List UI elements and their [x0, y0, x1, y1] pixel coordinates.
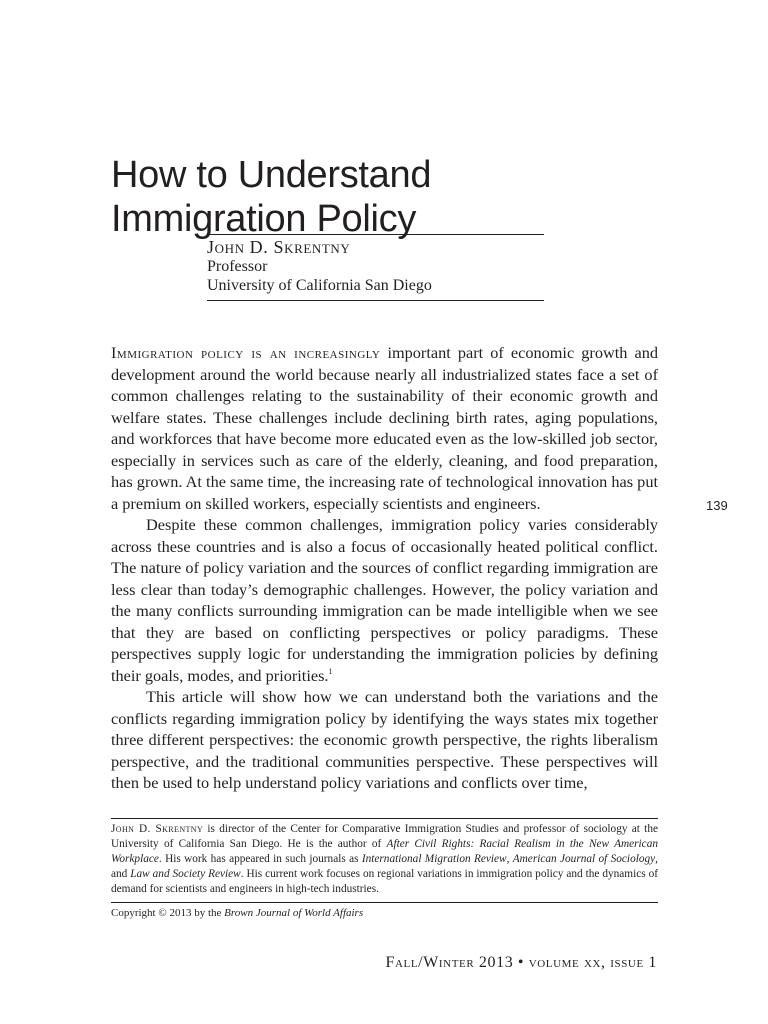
footnote-text: is director of the Center for Comparative Immigration Studies and professor of sociology at the University of California San Diego. He is the author of [111, 823, 658, 850]
book-title: After Civil Rights: Racial Realism in the New American Workplace [111, 838, 658, 865]
author-role: Professor [207, 258, 268, 275]
paragraph-1-text: important part of economic growth and development around the world because nearly all industrialized states face a set of common challenges relating to the sustainability of their economic growth and welfare states. These challenges include declining birth rates, aging populations, and workforces that have become more educated even as the low-skilled job sector, especially in services such as care of the elderly, cleaning, and food preparation, has grown. At the same time, the increasing rate of technological innovation has put a premium on skilled workers, especially scientists and engineers. [111, 343, 658, 513]
author-name: John D. Skrentny [207, 237, 351, 257]
article-title [111, 153, 671, 241]
title-line-1: How to Understand [111, 154, 432, 197]
journal-title: American Journal of Sociology [512, 853, 656, 865]
journal-title: International Migration Review [361, 853, 507, 865]
author-footnote [111, 822, 658, 897]
running-footer: Fall/Winter 2013 • volume xx, issue 1 [385, 954, 657, 971]
paragraph-3 [111, 686, 658, 794]
lead-in-small-caps: Immigration policy is an increasingly [111, 343, 381, 362]
footnote-text: , [506, 853, 513, 865]
copyright-notice [111, 906, 363, 920]
byline-bottom-rule [207, 300, 544, 301]
page-number: 139 [706, 498, 728, 513]
author-byline [207, 238, 547, 295]
paragraph-2 [111, 514, 658, 686]
footnote-author-name: John D. Skrentny [111, 823, 204, 835]
author-affiliation: University of California San Diego [207, 277, 432, 294]
journal-name: Brown Journal of World Affairs [224, 907, 364, 919]
article-body [111, 342, 658, 794]
paragraph-3-text: This article will show how we can understand both the variations and the conflicts regarding immigration policy by identifying the ways states mix together three different perspectives: the economic growth perspective, the rights liberalism perspective, and the traditional communities perspective. These perspectives will then be used to help understand policy variations and conflicts over time, [111, 687, 658, 792]
paragraph-2-text: Despite these common challenges, immigration policy varies considerably across these countries and is also a focus of occasionally heated political conflict. The nature of policy variation and the sources of conflict regarding immigration are less clear than today’s demographic challenges. However, the policy variation and the many conflicts surrounding immigration can be made intelligible when we see that they are based on conflicting perspectives or policy paradigms. These perspectives supply logic for understanding the immigration policies by defining their goals, modes, and priorities. [111, 515, 658, 685]
footnote-text: . His work has appeared in such journals as [158, 853, 362, 865]
journal-title: Law and Society Review [130, 868, 241, 880]
byline-top-rule [207, 234, 544, 235]
footnote-top-rule [111, 818, 658, 819]
footnote-marker[interactable]: 1 [328, 666, 333, 676]
paragraph-1 [111, 342, 658, 514]
copyright-text: Copyright © 2013 by the [111, 907, 225, 919]
footnote-text: . His current work focuses on regional variations in immigration policy and the dynamics of demand for scientists and engineers in high-tech industries. [111, 868, 658, 895]
title-line-2: Immigration Policy [111, 198, 417, 241]
footnote-text: , and [111, 853, 658, 880]
copyright-rule [111, 902, 658, 903]
